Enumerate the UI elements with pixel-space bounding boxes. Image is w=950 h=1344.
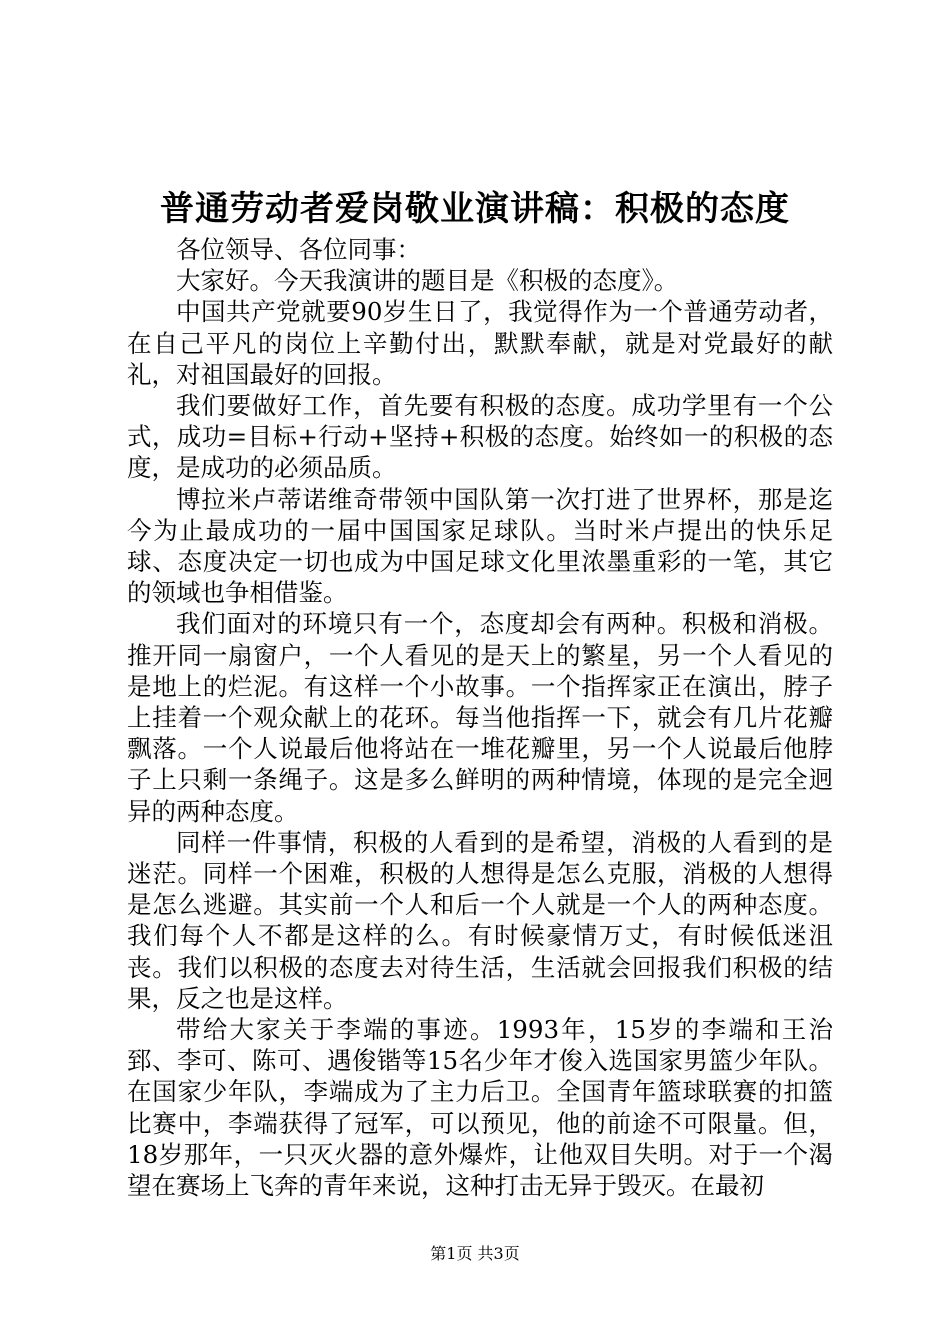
paragraph: 中国共产党就要90岁生日了，我觉得作为一个普通劳动者，在自己平凡的岗位上辛勤付出，默默奉献，就是对党最好的献礼，对祖国最好的回报。 xyxy=(127,297,833,389)
paragraph-intro: 大家好。今天我演讲的题目是《积极的态度》。 xyxy=(176,266,679,296)
paragraph: 博拉米卢蒂诺维奇带领中国队第一次打进了世界杯，那是迄今为止最成功的一届中国国家足球队。当时米卢提出的快乐足球、态度决定一切也成为中国足球文化里浓墨重彩的一笔，其它的领域也争相借鉴。 xyxy=(127,484,833,608)
paragraph: 带给大家关于李端的事迹。1993年，15岁的李端和王治郅、李可、陈可、遇俊锴等15名少年才俊入选国家男篮少年队。在国家少年队，李端成为了主力后卫。全国青年篮球联赛的扣篮比赛中，李端获得了冠军，可以预见，他的前途不可限量。但，18岁那年，一只灭火器的意外爆炸，让他双目失明。对于一个渴望在赛场上飞奔的青年来说，这种打击无异于毁灭。在最初 xyxy=(127,1015,833,1201)
paragraph: 我们面对的环境只有一个，态度却会有两种。积极和消极。推开同一扇窗户，一个人看见的是天上的繁星，另一个人看见的是地上的烂泥。有这样一个小故事。一个指挥家正在演出，脖子上挂着一个观众献上的花环。每当他指挥一下，就会有几片花瓣飘落。一个人说最后他将站在一堆花瓣里，另一个人说最后他脖子上只剩一条绳子。这是多么鲜明的两种情境，体现的是完全迥异的两种态度。 xyxy=(127,609,833,826)
document-body xyxy=(127,234,833,1201)
paragraph: 我们要做好工作，首先要有积极的态度。成功学里有一个公式，成功=目标+行动+坚持+积极的态度。始终如一的积极的态度，是成功的必须品质。 xyxy=(127,391,833,483)
paragraph-greeting: 各位领导、各位同事： xyxy=(176,235,421,264)
document-title: 普通劳动者爱岗敬业演讲稿：积极的态度 xyxy=(160,189,790,229)
page-footer: 第1页 共3页 xyxy=(430,1244,520,1263)
paragraph: 同样一件事情，积极的人看到的是希望，消极的人看到的是迷茫。同样一个困难，积极的人想得是怎么克服，消极的人想得是怎么逃避。其实前一个人和后一个人就是一个人的两种态度。我们每个人不都是这样的么。有时候豪情万丈，有时候低迷沮丧。我们以积极的态度去对待生活，生活就会回报我们积极的结果，反之也是这样。 xyxy=(127,827,833,1013)
